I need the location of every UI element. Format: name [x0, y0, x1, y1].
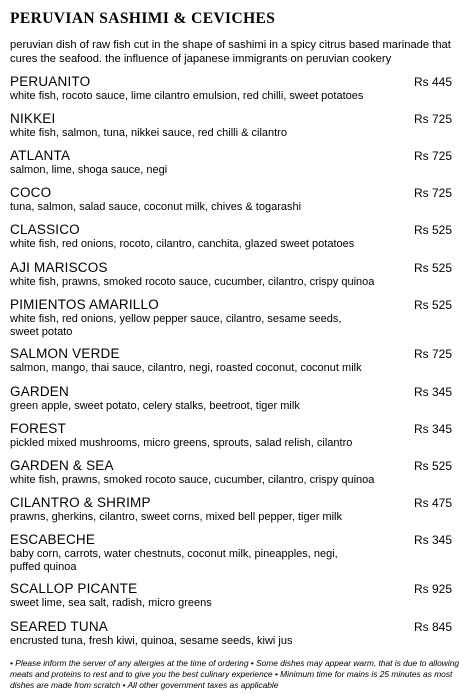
dish-name: ESCABECHE	[10, 532, 96, 547]
dish-description: white fish, rocoto sauce, lime cilantro emulsion, red chilli, sweet potatoes	[10, 90, 364, 102]
dish-name: CILANTRO & SHRIMP	[10, 495, 151, 510]
dish-price: Rs 345	[413, 422, 452, 436]
dish-price: Rs 345	[413, 385, 452, 399]
dish-price: Rs 845	[413, 620, 452, 634]
dish-description: salmon, mango, thai sauce, cilantro, negi, roasted coconut, coconut milk	[10, 362, 362, 374]
dish-price: Rs 725	[413, 149, 452, 163]
menu-item-header	[10, 73, 452, 90]
menu-item-header	[10, 618, 452, 635]
menu-items-list	[10, 73, 452, 655]
dish-name: GARDEN & SEA	[10, 458, 114, 473]
dish-price: Rs 525	[413, 223, 452, 237]
dish-description: tuna, salmon, salad sauce, coconut milk, chives & togarashi	[10, 201, 302, 213]
menu-item	[10, 73, 452, 103]
dish-description: white fish, prawns, smoked rocoto sauce, cucumber, cilantro, crispy quinoa	[10, 474, 375, 486]
dish-name: GARDEN	[10, 384, 69, 399]
dish-name: PERUANITO	[10, 74, 91, 89]
menu-item-header	[10, 259, 452, 276]
menu-item	[10, 184, 452, 214]
menu-item-header	[10, 184, 452, 201]
menu-item-header	[10, 531, 452, 548]
dish-description: white fish, salmon, tuna, nikkei sauce, red chilli & cilantro	[10, 127, 287, 139]
dish-price: Rs 475	[413, 496, 452, 510]
dish-price: Rs 925	[413, 582, 452, 596]
dish-name: PIMIENTOS AMARILLO	[10, 297, 159, 312]
menu-item	[10, 531, 452, 574]
dish-name: COCO	[10, 185, 52, 200]
menu-item-header	[10, 110, 452, 127]
menu-item-header	[10, 457, 452, 474]
menu-item	[10, 618, 452, 648]
menu-item	[10, 494, 452, 524]
dish-description: sweet potato	[10, 326, 73, 338]
dish-description: salmon, lime, shoga sauce, negi	[10, 164, 168, 176]
menu-item-header	[10, 147, 452, 164]
dish-description: green apple, sweet potato, celery stalks, beetroot, tiger milk	[10, 400, 300, 412]
dish-price: Rs 345	[413, 533, 452, 547]
dish-description: encrusted tuna, fresh kiwi, quinoa, sesame seeds, kiwi jus	[10, 635, 293, 647]
menu-item	[10, 383, 452, 413]
dish-price: Rs 725	[413, 347, 452, 361]
dish-name: ATLANTA	[10, 148, 71, 163]
section-intro: peruvian dish of raw fish cut in the shape of sashimi in a spicy citrus based marinade that cures the seafood. the influence of japanese immigrants on peruvian cookery	[10, 39, 451, 65]
menu-item-header	[10, 345, 452, 362]
menu-item	[10, 147, 452, 177]
menu-item-header	[10, 221, 452, 238]
dish-name: SEARED TUNA	[10, 619, 108, 634]
menu-item	[10, 221, 452, 251]
dish-description: white fish, red onions, yellow pepper sauce, cilantro, sesame seeds,	[10, 313, 342, 325]
dish-price: Rs 525	[413, 261, 452, 275]
dish-name: NIKKEI	[10, 111, 56, 126]
dish-price: Rs 445	[413, 75, 452, 89]
dish-description: puffed quinoa	[10, 561, 77, 573]
dish-name: AJI MARISCOS	[10, 260, 108, 275]
menu-item	[10, 110, 452, 140]
dish-description: baby corn, carrots, water chestnuts, coconut milk, pineapples, negi,	[10, 548, 338, 560]
menu-item	[10, 296, 452, 339]
dish-description: white fish, red onions, rocoto, cilantro, canchita, glazed sweet potatoes	[10, 238, 355, 250]
menu-page	[8, 0, 464, 700]
menu-item	[10, 259, 452, 289]
dish-description: sweet lime, sea salt, radish, micro greens	[10, 597, 212, 609]
menu-item	[10, 345, 452, 375]
menu-item	[10, 420, 452, 450]
dish-description: pickled mixed mushrooms, micro greens, sprouts, salad relish, cilantro	[10, 437, 353, 449]
dish-name: SCALLOP PICANTE	[10, 581, 138, 596]
dish-price: Rs 725	[413, 112, 452, 126]
menu-item	[10, 580, 452, 610]
menu-item-header	[10, 296, 452, 313]
dish-description: white fish, prawns, smoked rocoto sauce, cucumber, cilantro, crispy quinoa	[10, 276, 375, 288]
dish-description: prawns, gherkins, cilantro, sweet corns, mixed bell pepper, tiger milk	[10, 511, 342, 523]
menu-item-header	[10, 420, 452, 437]
menu-item	[10, 457, 452, 487]
dish-price: Rs 525	[413, 459, 452, 473]
dish-name: CLASSICO	[10, 222, 80, 237]
menu-item-header	[10, 580, 452, 597]
section-title: PERUVIAN SASHIMI & CEVICHES	[10, 10, 276, 27]
dish-price: Rs 725	[413, 186, 452, 200]
menu-item-header	[10, 494, 452, 511]
dish-price: Rs 525	[413, 298, 452, 312]
dish-name: FOREST	[10, 421, 66, 436]
footer-note: • Please inform the server of any allergies at the time of ordering • Some dishes may appear warm, that is due to allowing meats and proteins to rest and to give you the best culinary experience • Minimum time for mains is 25 minutes as most dishes are made from scratch • All other government taxes as applicable	[10, 658, 460, 690]
menu-item-header	[10, 383, 452, 400]
dish-name: SALMON VERDE	[10, 346, 120, 361]
